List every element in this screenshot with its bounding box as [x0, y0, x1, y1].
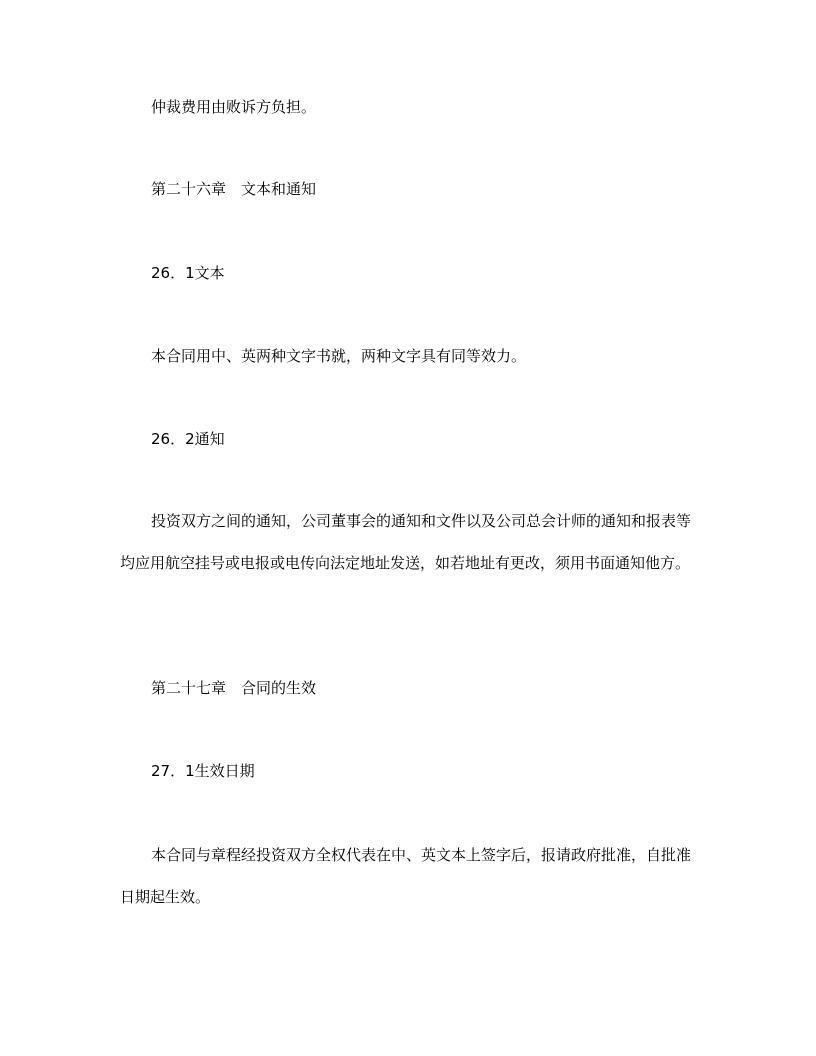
paragraph-notices: 投资双方之间的通知，公司董事会的通知和文件以及公司总会计师的通知和报表等均应用航空挂号或电报或电传向法定地址发送，如若地址有更改，须用书面通知他方。	[120, 512, 692, 572]
chapter-26-heading: 第二十六章 文本和通知	[151, 180, 317, 198]
chapter-27-heading: 第二十七章 合同的生效	[151, 679, 317, 697]
section-27-1-heading: 27．1生效日期	[151, 762, 255, 780]
section-26-1-heading: 26．1文本	[151, 264, 225, 282]
paragraph-arbitration-fee: 仲裁费用由败诉方负担。	[151, 98, 317, 116]
paragraph-effective-date: 本合同与章程经投资双方全权代表在中、英文本上签字后，报请政府批准，自批准日期起生效。	[120, 846, 692, 906]
section-26-2-heading: 26．2通知	[151, 430, 225, 448]
paragraph-text-languages: 本合同用中、英两种文字书就，两种文字具有同等效力。	[151, 347, 527, 365]
